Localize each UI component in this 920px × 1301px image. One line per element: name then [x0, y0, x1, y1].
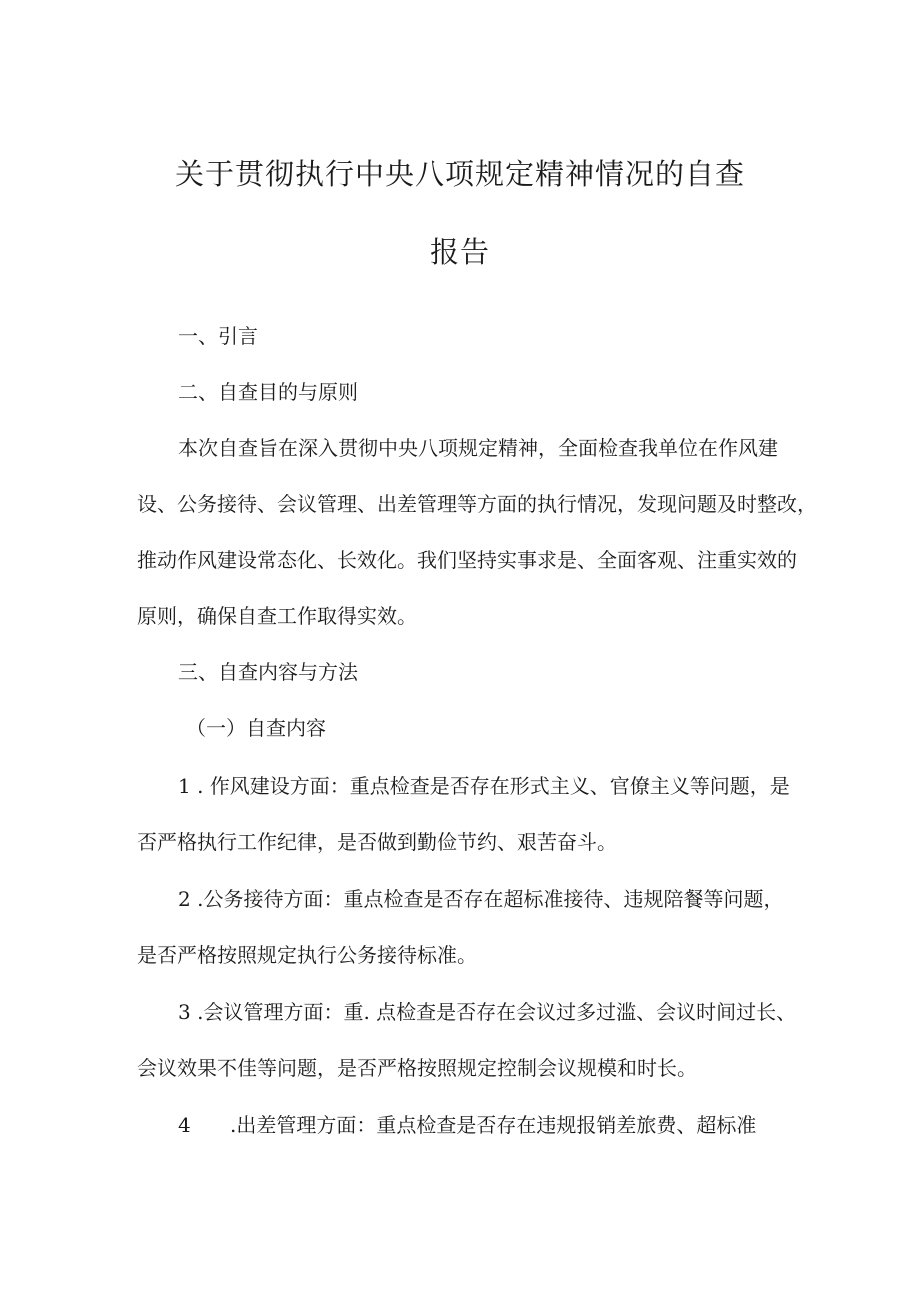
- item-3-line-1: 3 .会议管理方面：重. 点检查是否存在会议过多过滥、会议时间过长、: [178, 1000, 797, 1024]
- item-2-line-2: 是否严格按照规定执行公务接待标准。: [137, 943, 477, 967]
- item-3-line-2: 会议效果不佳等问题，是否严格按照规定控制会议规模和时长。: [137, 1056, 697, 1080]
- section-heading-purpose: 二、自查目的与原则: [178, 380, 358, 404]
- purpose-paragraph-line-4: 原则，确保自查工作取得实效。: [137, 604, 417, 628]
- document-title-line-1: 关于贯彻执行中央八项规定精神情况的自查: [174, 157, 745, 191]
- section-heading-content-method: 三、自查内容与方法: [178, 660, 358, 684]
- subheading-content: （一）自查内容: [186, 716, 326, 740]
- document-title-line-2: 报告: [429, 235, 490, 269]
- purpose-paragraph-line-1: 本次自查旨在深入贯彻中央八项规定精神，全面检查我单位在作风建: [178, 436, 778, 460]
- item-1-line-1: 1 . 作风建设方面：重点检查是否存在形式主义、官僚主义等问题，是: [178, 774, 790, 798]
- purpose-paragraph-line-2: 设、公务接待、会议管理、出差管理等方面的执行情况，发现问题及时整改，: [137, 492, 817, 516]
- item-1-line-2: 否严格执行工作纪律，是否做到勤俭节约、艰苦奋斗。: [137, 830, 617, 854]
- purpose-paragraph-line-3: 推动作风建设常态化、长效化。我们坚持实事求是、全面客观、注重实效的: [137, 548, 797, 572]
- item-4-number: 4: [178, 1113, 191, 1137]
- item-4-line-1: .出差管理方面：重点检查是否存在违规报销差旅费、超标准: [230, 1113, 757, 1137]
- section-heading-introduction: 一、引言: [178, 324, 258, 348]
- item-2-line-1: 2 .公务接待方面：重点检查是否存在超标准接待、违规陪餐等问题，: [178, 887, 784, 911]
